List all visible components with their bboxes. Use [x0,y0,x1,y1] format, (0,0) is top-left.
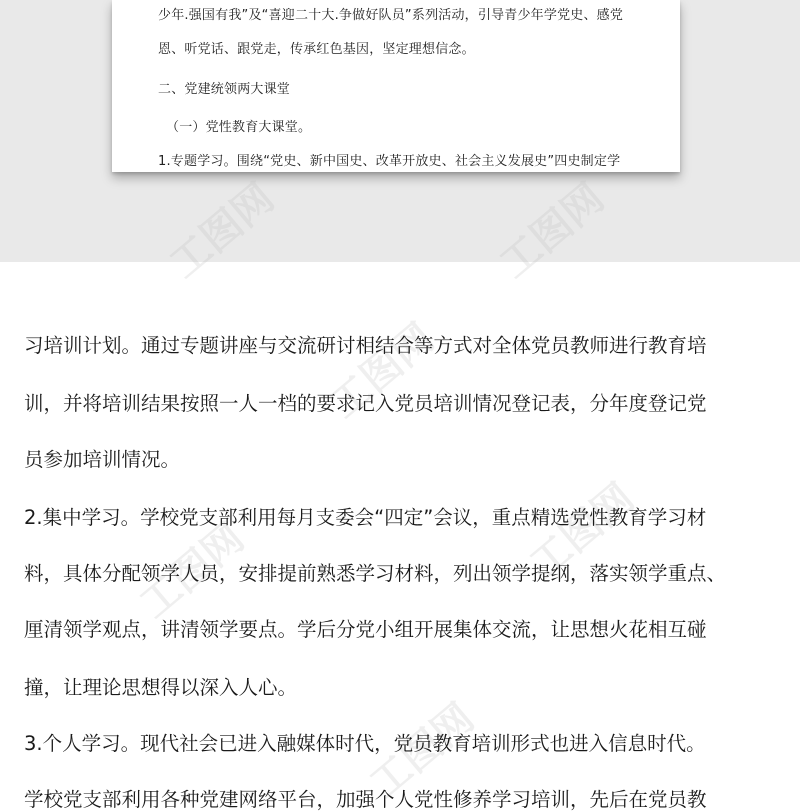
body-line: 员参加培训情况。 [24,448,181,471]
watermark: 工图网 [491,174,613,288]
body-line: 训，并将培训结果按照一人一档的要求记入党员培训情况登记表，分年度登记党 [24,392,707,415]
watermark: 工图网 [131,514,253,628]
body-line: 习培训计划。通过专题讲座与交流研讨相结合等方式对全体党员教师进行教育培 [24,334,707,357]
watermark: 工图网 [361,694,483,808]
doc-preview-heading: 二、党建统领两大课堂 [158,82,291,97]
watermark: 工图网 [161,174,283,288]
doc-preview-line: 恩、听党话、跟党走，传承红色基因，坚定理想信念。 [158,42,475,57]
doc-preview-line: 1.专题学习。围绕“党史、新中国史、改革开放史、社会主义发展史”四史制定学 [158,154,621,169]
watermark: 工图网 [321,314,443,428]
watermark: 工图网 [521,474,643,588]
doc-preview-line: 少年.强国有我”及“喜迎二十大.争做好队员”系列活动，引导青少年学党史、感党 [158,8,624,23]
body-line: 撞，让理论思想得以深入人心。 [24,676,298,699]
body-line: 2.集中学习。学校党支部利用每月支委会“四定”会议，重点精选党性教育学习材 [24,506,707,529]
document-preview-card [112,0,680,172]
body-line: 厘清领学观点，讲清领学要点。学后分党小组开展集体交流，让思想火花相互碰 [24,618,707,641]
body-line: 学校党支部利用各种党建网络平台，加强个人党性修养学习培训，先后在党员教 [24,788,707,811]
body-line: 料，具体分配领学人员，安排提前熟悉学习材料，列出领学提纲，落实领学重点、 [24,562,727,585]
body-line: 3.个人学习。现代社会已进入融媒体时代，党员教育培训形式也进入信息时代。 [24,732,706,755]
doc-preview-subheading: （一）党性教育大课堂。 [166,120,312,135]
